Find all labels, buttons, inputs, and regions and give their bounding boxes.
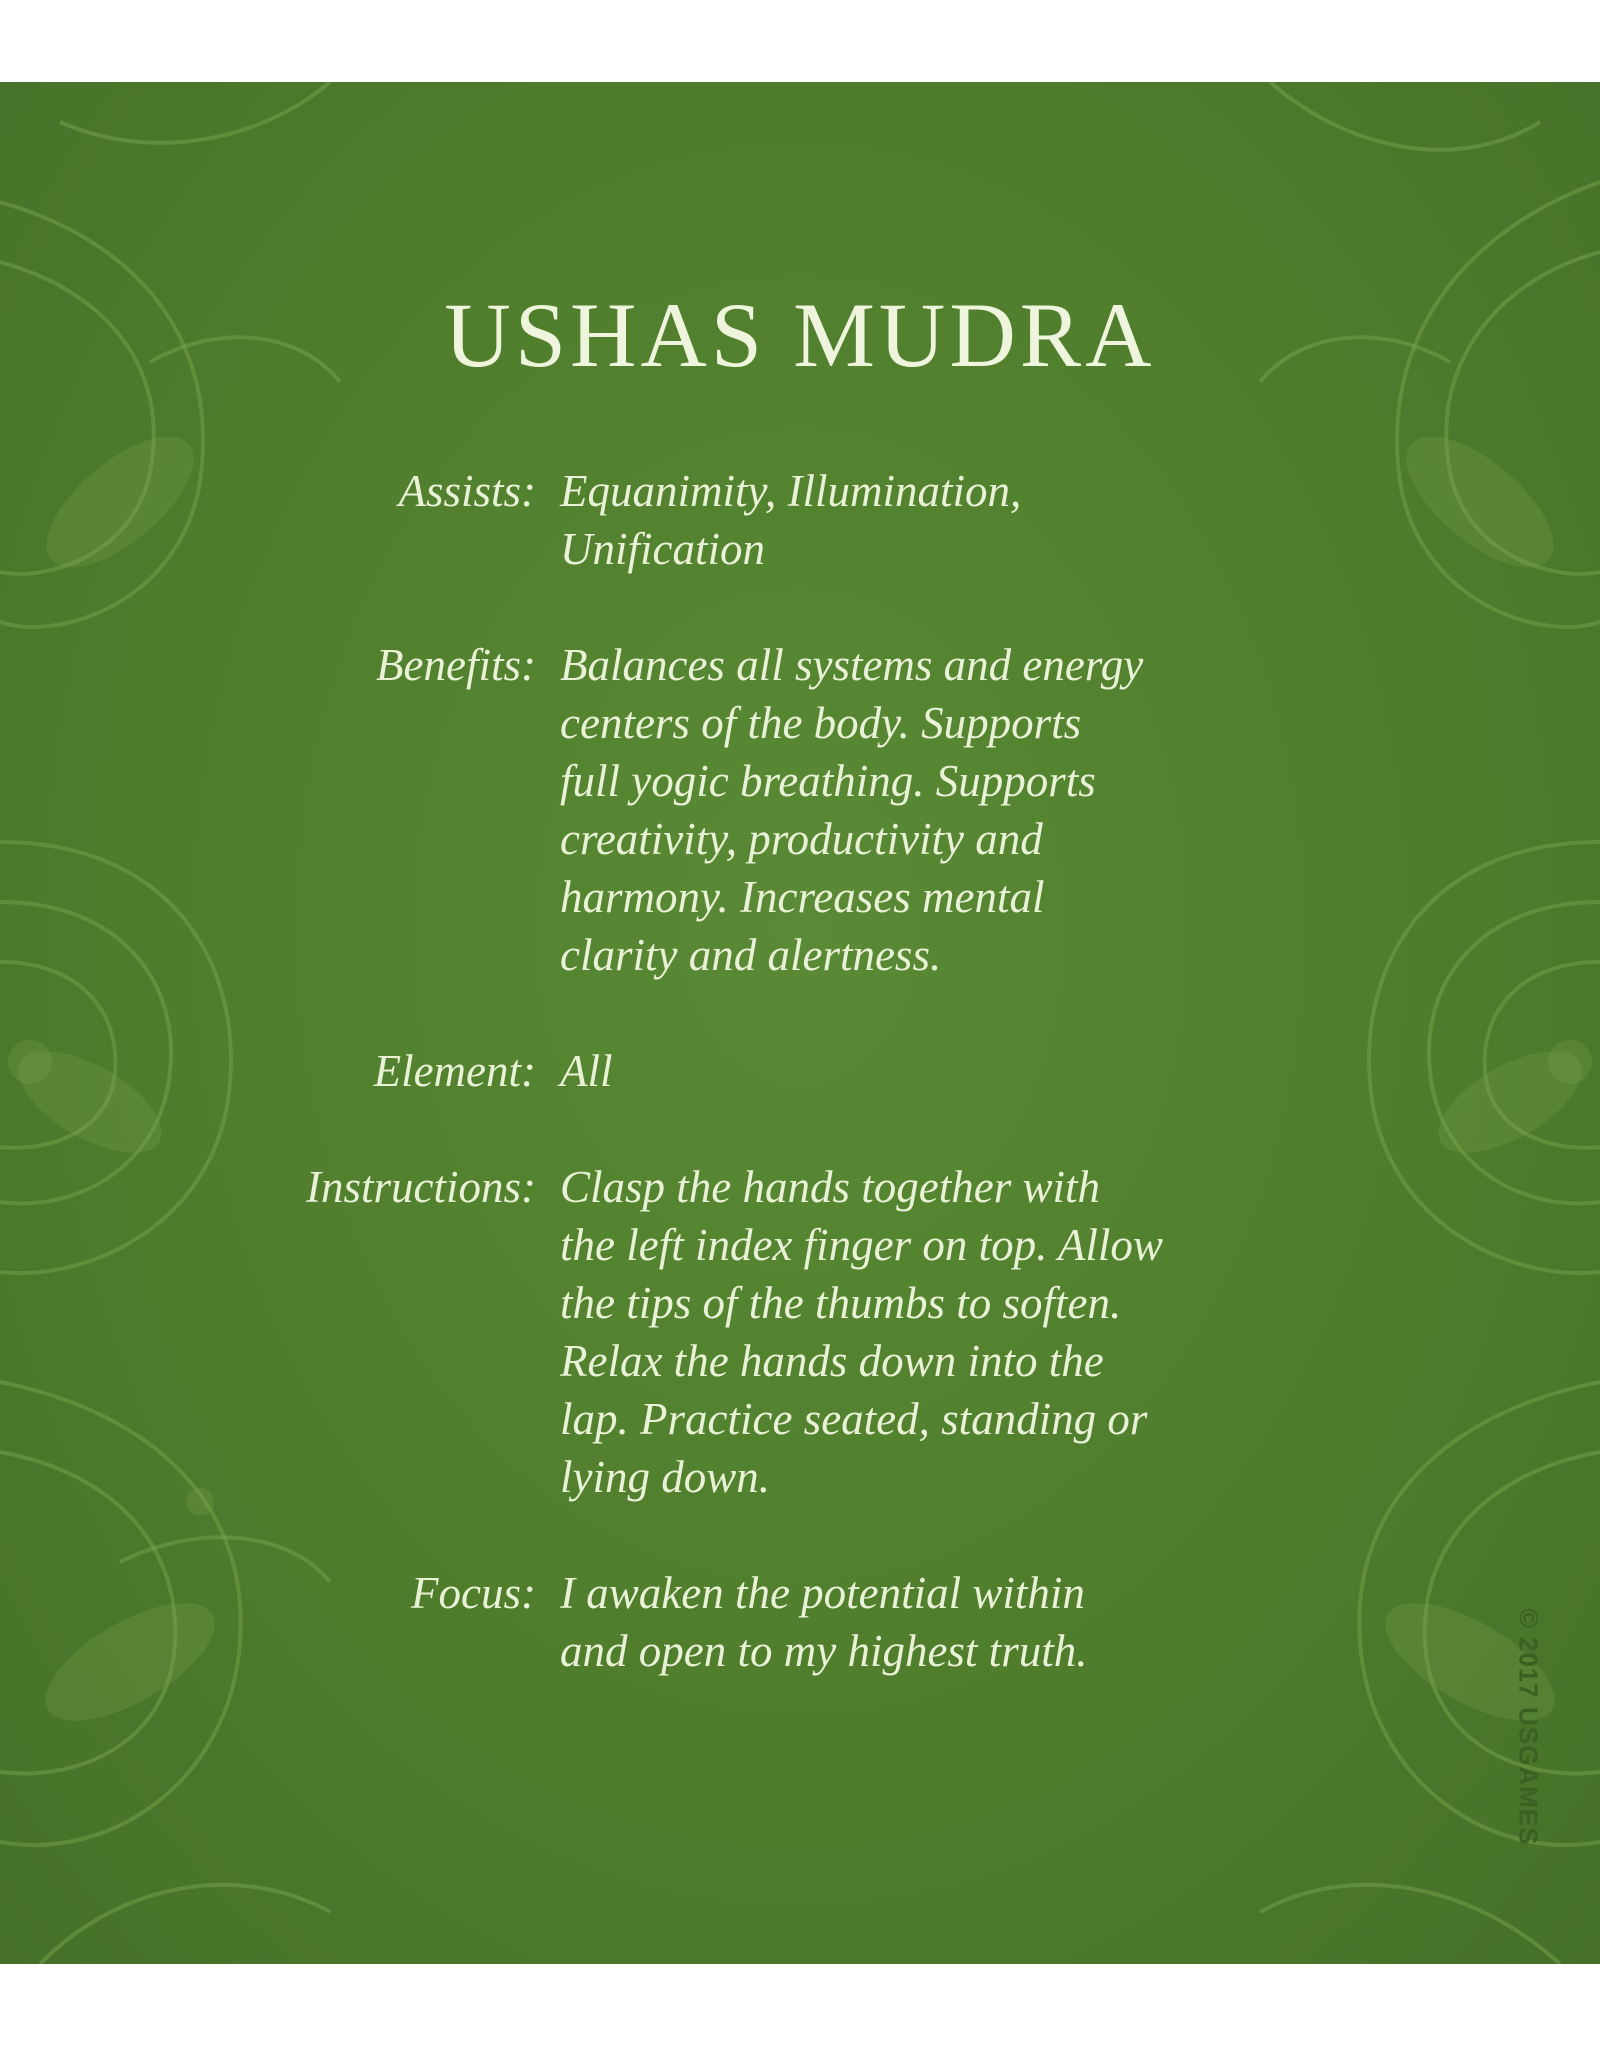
entry-value	[560, 462, 1360, 578]
entry-line: Clasp the hands together with	[560, 1162, 1100, 1212]
entry-label: Instructions:	[306, 1162, 536, 1212]
entry-line: full yogic breathing. Supports	[560, 756, 1096, 806]
entry-line: All	[560, 1046, 613, 1096]
entry-line: lying down.	[560, 1452, 770, 1502]
entry-label: Element:	[373, 1046, 536, 1096]
entry-line: clarity and alertness.	[560, 930, 942, 980]
entry-line: creativity, productivity and	[560, 814, 1043, 864]
entry-instructions	[0, 1158, 1600, 1506]
entry-line: lap. Practice seated, standing or	[560, 1394, 1148, 1444]
entry-focus	[0, 1564, 1600, 1680]
card-entries	[0, 462, 1600, 1738]
entry-value	[560, 1042, 1360, 1100]
entry-label: Focus:	[411, 1568, 536, 1618]
entry-line: and open to my highest truth.	[560, 1626, 1088, 1676]
entry-value	[560, 1158, 1360, 1506]
entry-line: centers of the body. Supports	[560, 698, 1082, 748]
entry-assists	[0, 462, 1600, 578]
entry-line: Relax the hands down into the	[560, 1336, 1104, 1386]
entry-line: harmony. Increases mental	[560, 872, 1045, 922]
entry-label: Assists:	[398, 466, 536, 516]
copyright-text: © 2017 USGAMES	[1513, 1608, 1544, 1846]
copyright-notice	[1508, 1562, 1548, 1892]
entry-line: Balances all systems and energy	[560, 640, 1144, 690]
entry-value	[560, 1564, 1360, 1680]
entry-benefits	[0, 636, 1600, 984]
entry-line: I awaken the potential within	[560, 1568, 1085, 1618]
entry-label: Benefits:	[376, 640, 536, 690]
entry-line: Equanimity, Illumination,	[560, 466, 1022, 516]
entry-line: the left index finger on top. Allow	[560, 1220, 1163, 1270]
entry-element	[0, 1042, 1600, 1100]
entry-value	[560, 636, 1360, 984]
entry-line: Unification	[560, 524, 765, 574]
entry-line: the tips of the thumbs to soften.	[560, 1278, 1122, 1328]
mudra-card	[0, 82, 1600, 1964]
card-title: USHAS MUDRA	[444, 284, 1156, 386]
